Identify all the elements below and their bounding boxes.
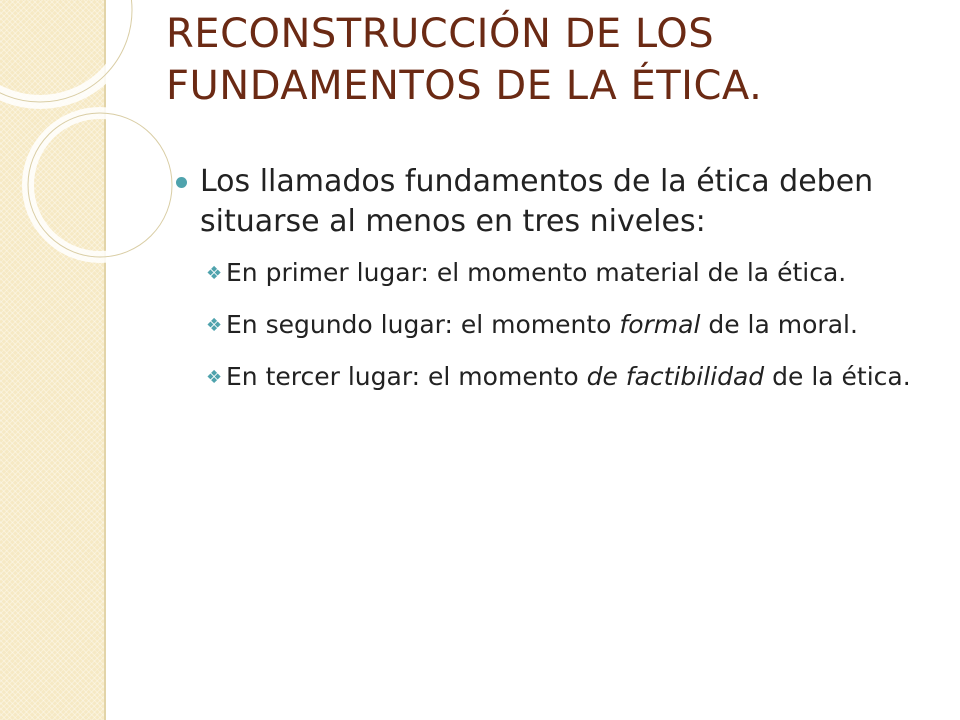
sub-bullet-text: En tercer lugar: el momento — [226, 362, 587, 391]
sub-bullet-text: En segundo lugar: el momento — [226, 310, 620, 339]
diamond-cross-bullet-icon: ❖ — [206, 367, 223, 388]
sub-bullet-item — [206, 358, 916, 396]
sub-bullet-item — [206, 306, 916, 344]
slide-title: RECONSTRUCCIÓN DE LOS FUNDAMENTOS DE LA ÉTICA. — [166, 11, 763, 109]
round-bullet-icon — [176, 177, 187, 188]
sub-bullet-text-end: de la ética. — [764, 362, 911, 391]
slide-content — [176, 162, 916, 410]
sub-bullet-item — [206, 254, 916, 292]
diamond-cross-bullet-icon: ❖ — [206, 315, 223, 336]
sub-bullet-text: En primer lugar: el momento material de la ética. — [226, 258, 847, 287]
sub-bullet-emphasis: de factibilidad — [586, 362, 765, 391]
sub-bullet-emphasis: formal — [619, 310, 701, 339]
diamond-cross-bullet-icon: ❖ — [206, 263, 223, 284]
main-bullet-text: Los llamados fundamentos de la ética deben situarse al menos en tres niveles: — [200, 164, 874, 239]
sub-bullet-list — [176, 254, 916, 396]
main-bullet-item — [176, 162, 916, 242]
sub-bullet-text-end: de la moral. — [700, 310, 858, 339]
